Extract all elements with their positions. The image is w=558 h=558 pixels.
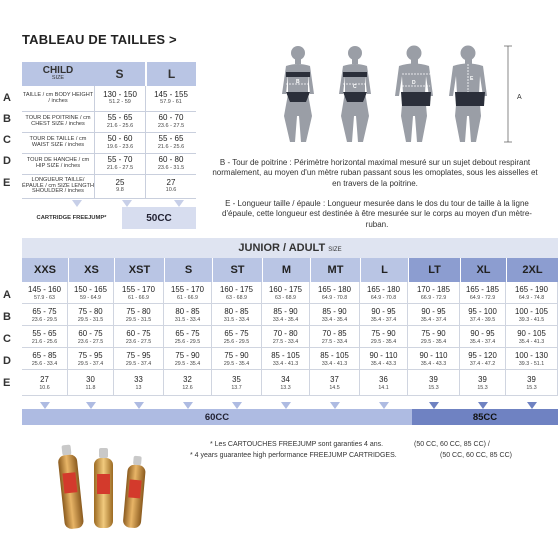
- adult-size-header: [22, 258, 558, 282]
- adult-cell-in: 29.5 - 31.5: [125, 316, 152, 323]
- adult-cell: [68, 348, 114, 370]
- adult-cell-cm: 75 - 95: [126, 350, 151, 360]
- adult-size-2xl: 2XL: [506, 258, 558, 282]
- adult-cell: [506, 282, 558, 304]
- adult-cell: [460, 370, 506, 396]
- adult-cell-cm: 60 - 75: [78, 328, 103, 338]
- child-cell-cm: 27: [166, 177, 176, 187]
- adult-cell: [262, 282, 310, 304]
- adult-cell-cm: 65 - 85: [32, 350, 57, 360]
- adult-cell: [360, 282, 408, 304]
- adult-cell-cm: 37: [330, 374, 339, 384]
- adult-cell-cm: 65 - 75: [32, 306, 57, 316]
- adult-cell-cm: 90 - 110: [369, 350, 398, 360]
- child-row: [22, 133, 196, 154]
- adult-cell-cm: 150 - 165: [74, 284, 107, 294]
- child-cell-l: [145, 112, 196, 133]
- adult-row: [22, 304, 558, 326]
- child-row: [22, 175, 196, 199]
- note-length: E - Longueur taille / épaule : Longueur mesurée dans le dos du tour de taille à la ligne d'épaule, cette longueur est destinée à être mesurée sur le corps au moyen d'un mètre-ruban.: [222, 199, 532, 229]
- adult-cell: [114, 304, 164, 326]
- adult-title-sub: SIZE: [328, 247, 342, 253]
- arrow-marker: [527, 402, 537, 409]
- adult-cell-cm: 95 - 120: [468, 350, 497, 360]
- adult-cell: [310, 326, 360, 348]
- arrow-marker: [232, 402, 242, 409]
- child-cell-s: [94, 154, 145, 175]
- adult-cell-in: 21.6 - 25.6: [31, 338, 58, 345]
- adult-cell-cm: 100 - 130: [515, 350, 548, 360]
- adult-cell-in: 57.9 - 63: [34, 294, 55, 301]
- adult-cell-in: 23.6 - 27.5: [77, 338, 104, 345]
- adult-cell-cm: 165 - 190: [515, 284, 548, 294]
- adult-cell-cm: 85 - 90: [322, 306, 347, 316]
- adult-cell-cm: 27: [40, 374, 49, 384]
- adult-cell-cm: 34: [281, 374, 290, 384]
- adult-cell: [164, 282, 212, 304]
- adult-row: [22, 370, 558, 396]
- child-row: [22, 154, 196, 175]
- adult-cell: [460, 304, 506, 326]
- adult-cell-cm: 145 - 160: [28, 284, 61, 294]
- child-cell-cm: 55 - 70: [107, 155, 133, 165]
- adult-cell-cm: 75 - 90: [371, 328, 396, 338]
- adult-cell-in: 64.9 - 70.8: [370, 294, 397, 301]
- adult-row: [22, 282, 558, 304]
- adult-cell-in: 33.4 - 41.3: [321, 360, 348, 367]
- adult-cell-cm: 160 - 175: [269, 284, 302, 294]
- child-cell-in: 23.6 - 27.5: [157, 122, 185, 129]
- adult-cell-in: 33.4 - 41.3: [272, 360, 299, 367]
- figure-letter-e: E: [470, 76, 474, 82]
- child-cell-cm: 55 - 65: [158, 134, 184, 144]
- arrow-marker: [134, 402, 144, 409]
- adult-cell-cm: 75 - 80: [78, 306, 103, 316]
- adult-cell-in: 11.8: [85, 384, 96, 391]
- adult-cell-cm: 90 - 95: [421, 306, 446, 316]
- adult-cell-in: 64.9 - 70.8: [321, 294, 348, 301]
- adult-cell: [460, 326, 506, 348]
- adult-cell-cm: 165 - 180: [318, 284, 351, 294]
- adult-cell-in: 35.4 - 37.4: [420, 316, 447, 323]
- adult-cell: [212, 370, 262, 396]
- adult-size-st: ST: [212, 258, 262, 282]
- adult-size-xs: XS: [68, 258, 114, 282]
- adult-cell: [212, 326, 262, 348]
- adult-cell-in: 35.4 - 43.3: [370, 360, 397, 367]
- adult-cell: [360, 370, 408, 396]
- adult-cell: [164, 348, 212, 370]
- arrow-marker: [122, 200, 132, 207]
- child-cell-l: [145, 175, 196, 199]
- child-cell-cm: 60 - 80: [158, 155, 184, 165]
- cartridge-85cc-bar: [412, 409, 558, 425]
- adult-cell-in: 35.4 - 37.4: [370, 316, 397, 323]
- adult-row-letter: C: [3, 333, 11, 345]
- adult-title-text: JUNIOR / ADULT: [238, 242, 326, 254]
- adult-cell-in: 35.4 - 43.3: [420, 360, 447, 367]
- child-cell-in: 57.9 - 61: [160, 99, 182, 106]
- adult-cell-in: 63 - 68.9: [275, 294, 296, 301]
- adult-cell-in: 37.4 - 39.5: [469, 316, 496, 323]
- adult-row-letter: D: [3, 355, 11, 367]
- adult-cell-in: 29.5 - 35.4: [174, 360, 201, 367]
- cartridge-85cc-label: 85CC: [472, 411, 498, 423]
- cartridge-60cc-bar: [22, 409, 412, 425]
- adult-cell-cm: 85 - 90: [273, 306, 298, 316]
- adult-cell-cm: 80 - 85: [224, 306, 249, 316]
- adult-cell: [68, 282, 114, 304]
- body-measurement-figures: [262, 44, 538, 144]
- adult-cell: [310, 348, 360, 370]
- child-cell-s: [94, 112, 145, 133]
- adult-cell: [506, 348, 558, 370]
- adult-cell: [114, 326, 164, 348]
- adult-cell-in: 12.6: [182, 384, 193, 391]
- child-cell-in: 10.6: [165, 187, 177, 194]
- child-cell-l: [145, 133, 196, 154]
- adult-cell: [114, 370, 164, 396]
- adult-cell-in: 29.5 - 37.4: [125, 360, 152, 367]
- adult-cell-cm: 75 - 90: [175, 350, 200, 360]
- adult-cell: [114, 348, 164, 370]
- adult-cell-cm: 60 - 75: [126, 328, 151, 338]
- child-row-letter: A: [3, 92, 11, 104]
- figure-letter-d: D: [412, 80, 416, 86]
- adult-cell-in: 37.4 - 47.2: [469, 360, 496, 367]
- adult-cell: [408, 348, 460, 370]
- adult-cell: [164, 370, 212, 396]
- adult-cell-in: 29.5 - 31.5: [77, 316, 104, 323]
- adult-cell-cm: 65 - 75: [224, 328, 249, 338]
- adult-cell-cm: 90 - 105: [517, 328, 546, 338]
- adult-cell: [360, 304, 408, 326]
- adult-cell-in: 29.5 - 37.4: [77, 360, 104, 367]
- adult-cell-cm: 70 - 80: [273, 328, 298, 338]
- child-row-label: LONGUEUR TAILLE/ÉPAULE / cm SIZE LENGTH SHOULDER / inches: [22, 175, 94, 199]
- adult-cell: [22, 370, 68, 396]
- child-cartridge-value: 50CC: [146, 212, 172, 224]
- child-cell-l: [145, 86, 196, 112]
- adult-cell-cm: 85 - 105: [320, 350, 349, 360]
- adult-cell-in: 10.6: [39, 384, 50, 391]
- figure-letter-a: A: [517, 94, 522, 101]
- adult-table-title: [22, 238, 558, 258]
- child-cell-in: 21.6 - 25.6: [106, 122, 134, 129]
- child-cell-cm: 50 - 60: [107, 134, 133, 144]
- footnote-fr: * Les CARTOUCHES FREEJUMP sont garanties 4 ans.: [210, 441, 384, 448]
- child-size-l: L: [145, 62, 196, 86]
- child-cell-in: 19.6 - 23.6: [106, 143, 134, 150]
- child-cell-cm: 25: [115, 177, 125, 187]
- adult-cell-in: 27.5 - 33.4: [272, 338, 299, 345]
- adult-cell: [212, 282, 262, 304]
- adult-cell-cm: 75 - 90: [224, 350, 249, 360]
- child-row-label: TOUR DE POITRINE / cm CHEST SIZE / inches: [22, 112, 94, 133]
- arrow-marker: [72, 200, 82, 207]
- child-cell-cm: 145 - 155: [154, 89, 188, 99]
- adult-cell: [360, 326, 408, 348]
- adult-cell-cm: 30: [86, 374, 95, 384]
- child-row-letter: B: [3, 113, 11, 125]
- child-title-sub: SIZE: [51, 75, 65, 82]
- adult-cell-cm: 75 - 95: [78, 350, 103, 360]
- adult-cell-in: 23.6 - 29.5: [31, 316, 58, 323]
- adult-cell-cm: 36: [379, 374, 388, 384]
- child-cell-s: [94, 175, 145, 199]
- adult-size-s: S: [164, 258, 212, 282]
- adult-cell-in: 27.5 - 33.4: [321, 338, 348, 345]
- adult-cell-in: 64.9 - 72.9: [469, 294, 496, 301]
- adult-cell-cm: 75 - 80: [126, 306, 151, 316]
- adult-cell-cm: 33: [134, 374, 143, 384]
- adult-cell-cm: 39: [478, 374, 487, 384]
- adult-cell: [506, 304, 558, 326]
- arrow-marker: [86, 402, 96, 409]
- adult-size-mt: MT: [310, 258, 360, 282]
- adult-cell-in: 15.3: [428, 384, 439, 391]
- child-header-row: [22, 62, 196, 86]
- child-cell-in: 21.6 - 25.6: [157, 143, 185, 150]
- adult-cell-in: 25.6 - 33.4: [31, 360, 58, 367]
- child-title: [22, 62, 94, 86]
- adult-cell-in: 14.1: [378, 384, 389, 391]
- child-cell-s: [94, 86, 145, 112]
- adult-cell-cm: 155 - 170: [171, 284, 204, 294]
- child-size-s: S: [94, 62, 145, 86]
- adult-cell: [212, 304, 262, 326]
- adult-cell-in: 39.3 - 41.5: [518, 316, 545, 323]
- adult-cell-in: 25.6 - 29.5: [174, 338, 201, 345]
- adult-row-letter: A: [3, 289, 11, 301]
- adult-cell-cm: 75 - 90: [421, 328, 446, 338]
- child-cell-in: 9.8: [116, 187, 124, 194]
- adult-cell-in: 35.4 - 37.4: [469, 338, 496, 345]
- adult-cell: [262, 326, 310, 348]
- adult-cell-in: 39.3 - 51.1: [518, 360, 545, 367]
- adult-cell: [164, 304, 212, 326]
- adult-size-l: L: [360, 258, 408, 282]
- note-chest: B - Tour de poitrine : Périmètre horizontal maximal mesuré sur un sujet debout respirant normalement, au moyen d'un mètre ruban passant sous les omoplates, sous les aisselles et en travers de la poitrine.: [212, 158, 538, 188]
- adult-cell: [68, 370, 114, 396]
- adult-cell: [460, 348, 506, 370]
- child-cell-l: [145, 154, 196, 175]
- adult-cell-cm: 35: [232, 374, 241, 384]
- cartridge-60cc-label: 60CC: [204, 411, 230, 423]
- adult-cell-in: 13: [135, 384, 142, 391]
- adult-row-letter: E: [3, 377, 11, 389]
- arrow-marker: [183, 402, 193, 409]
- adult-cell-in: 59 - 64.9: [80, 294, 101, 301]
- child-cell-in: 51.2 - 59: [109, 99, 131, 106]
- adult-cell-cm: 55 - 65: [32, 328, 57, 338]
- adult-cell: [68, 304, 114, 326]
- adult-cell-cm: 160 - 175: [220, 284, 253, 294]
- adult-cell-cm: 65 - 75: [175, 328, 200, 338]
- child-cell-cm: 130 - 150: [103, 89, 137, 99]
- adult-cell: [262, 370, 310, 396]
- adult-cell-in: 61 - 66.9: [128, 294, 149, 301]
- footnote-en: * 4 years guarantee high performance FREEJUMP CARTRIDGES.: [190, 452, 397, 459]
- adult-cell-cm: 90 - 110: [419, 350, 448, 360]
- adult-row: [22, 348, 558, 370]
- adult-cell: [22, 348, 68, 370]
- adult-cell: [68, 326, 114, 348]
- child-row: [22, 86, 196, 112]
- adult-cell-cm: 165 - 185: [466, 284, 499, 294]
- arrow-marker: [429, 402, 439, 409]
- adult-cell: [212, 348, 262, 370]
- adult-cell-cm: 90 - 95: [470, 328, 495, 338]
- cartridge-2: [94, 448, 113, 528]
- adult-cell: [262, 304, 310, 326]
- adult-cell: [360, 348, 408, 370]
- child-cartridge-label: CARTRIDGE FREEJUMP*: [22, 207, 121, 229]
- adult-cell-in: 15.3: [477, 384, 488, 391]
- child-title-text: CHILD: [42, 64, 74, 76]
- adult-cell-cm: 100 - 105: [515, 306, 548, 316]
- adult-cell-in: 29.5 - 35.4: [370, 338, 397, 345]
- arrow-marker: [330, 402, 340, 409]
- child-row-label: TOUR DE TAILLE / cm WAIST SIZE / inches: [22, 133, 94, 154]
- adult-cell-in: 23.6 - 27.5: [125, 338, 152, 345]
- adult-cell: [408, 370, 460, 396]
- adult-cell-in: 66.9 - 72.9: [420, 294, 447, 301]
- cartridge-1: [58, 444, 84, 530]
- child-cell-cm: 55 - 65: [107, 113, 133, 123]
- adult-cell: [114, 282, 164, 304]
- adult-row-letter: B: [3, 311, 11, 323]
- adult-cell-cm: 155 - 170: [122, 284, 155, 294]
- footnote-fr-cc: (50 CC, 60 CC, 85 CC) /: [414, 441, 490, 448]
- adult-cell-in: 13.7: [231, 384, 242, 391]
- adult-cell: [408, 282, 460, 304]
- child-row-letter: E: [3, 177, 11, 189]
- adult-cell-cm: 165 - 180: [367, 284, 400, 294]
- child-row-letter: D: [3, 155, 11, 167]
- child-row-label: TOUR DE HANCHE / cm HIP SIZE / inches: [22, 154, 94, 175]
- adult-cell-in: 35.4 - 41.3: [518, 338, 545, 345]
- child-cell-cm: 60 - 70: [158, 113, 184, 123]
- adult-cell-in: 14.5: [329, 384, 340, 391]
- adult-cell-in: 31.5 - 33.4: [223, 316, 250, 323]
- adult-size-xl: XL: [460, 258, 506, 282]
- cartridge-3: [123, 455, 147, 528]
- adult-cell-in: 15.3: [526, 384, 537, 391]
- adult-cell-in: 25.6 - 29.5: [223, 338, 250, 345]
- adult-cell-cm: 39: [429, 374, 438, 384]
- adult-size-lt: LT: [408, 258, 460, 282]
- adult-cell-cm: 32: [183, 374, 192, 384]
- adult-cell: [164, 326, 212, 348]
- adult-size-table: [22, 238, 558, 391]
- child-cell-in: 21.6 - 27.5: [106, 164, 134, 171]
- adult-cell-cm: 85 - 105: [271, 350, 300, 360]
- arrow-marker: [174, 200, 184, 207]
- adult-cell-in: 29.5 - 35.4: [420, 338, 447, 345]
- adult-cell-in: 33.4 - 35.4: [272, 316, 299, 323]
- adult-size-xxs: XXS: [22, 258, 68, 282]
- adult-cell: [22, 326, 68, 348]
- adult-cell-cm: 70 - 85: [322, 328, 347, 338]
- arrow-marker: [40, 402, 50, 409]
- adult-cell: [22, 304, 68, 326]
- cartridges-illustration: [58, 438, 162, 538]
- adult-cell: [310, 370, 360, 396]
- adult-cell: [506, 370, 558, 396]
- child-row: [22, 112, 196, 133]
- child-row-letter: C: [3, 134, 11, 146]
- adult-cell: [506, 326, 558, 348]
- adult-cell-in: 63 - 68.9: [226, 294, 247, 301]
- adult-cell-in: 29.5 - 35.4: [223, 360, 250, 367]
- adult-cell: [408, 304, 460, 326]
- adult-cell: [408, 326, 460, 348]
- adult-cell: [310, 282, 360, 304]
- adult-cell: [262, 348, 310, 370]
- child-cell-s: [94, 133, 145, 154]
- adult-cell-in: 33.4 - 35.4: [321, 316, 348, 323]
- child-row-label: TAILLE / cm BODY HEIGHT / inches: [22, 86, 94, 112]
- adult-row: [22, 326, 558, 348]
- arrow-marker: [478, 402, 488, 409]
- figure-letter-b: B: [296, 79, 300, 85]
- footnote-en-cc: (50 CC, 60 CC, 85 CC): [440, 452, 512, 459]
- adult-size-xst: XST: [114, 258, 164, 282]
- adult-cell-cm: 95 - 100: [468, 306, 497, 316]
- adult-cell-cm: 170 - 185: [417, 284, 450, 294]
- adult-cell-in: 13.3: [280, 384, 291, 391]
- adult-cell-cm: 80 - 85: [175, 306, 200, 316]
- adult-cell: [310, 304, 360, 326]
- adult-cell: [460, 282, 506, 304]
- adult-cell-cm: 90 - 95: [371, 306, 396, 316]
- adult-size-m: M: [262, 258, 310, 282]
- page-title: TABLEAU DE TAILLES >: [22, 32, 177, 47]
- arrow-marker: [281, 402, 291, 409]
- arrow-marker: [379, 402, 389, 409]
- child-cell-in: 23.6 - 31.5: [157, 164, 185, 171]
- adult-cell-in: 61 - 66.9: [177, 294, 198, 301]
- adult-cell-cm: 39: [527, 374, 536, 384]
- adult-cell-in: 31.5 - 33.4: [174, 316, 201, 323]
- adult-cell: [22, 282, 68, 304]
- figure-letter-c: C: [353, 84, 357, 90]
- adult-cell-in: 64.9 - 74.8: [518, 294, 545, 301]
- child-cartridge-bar: [122, 207, 196, 229]
